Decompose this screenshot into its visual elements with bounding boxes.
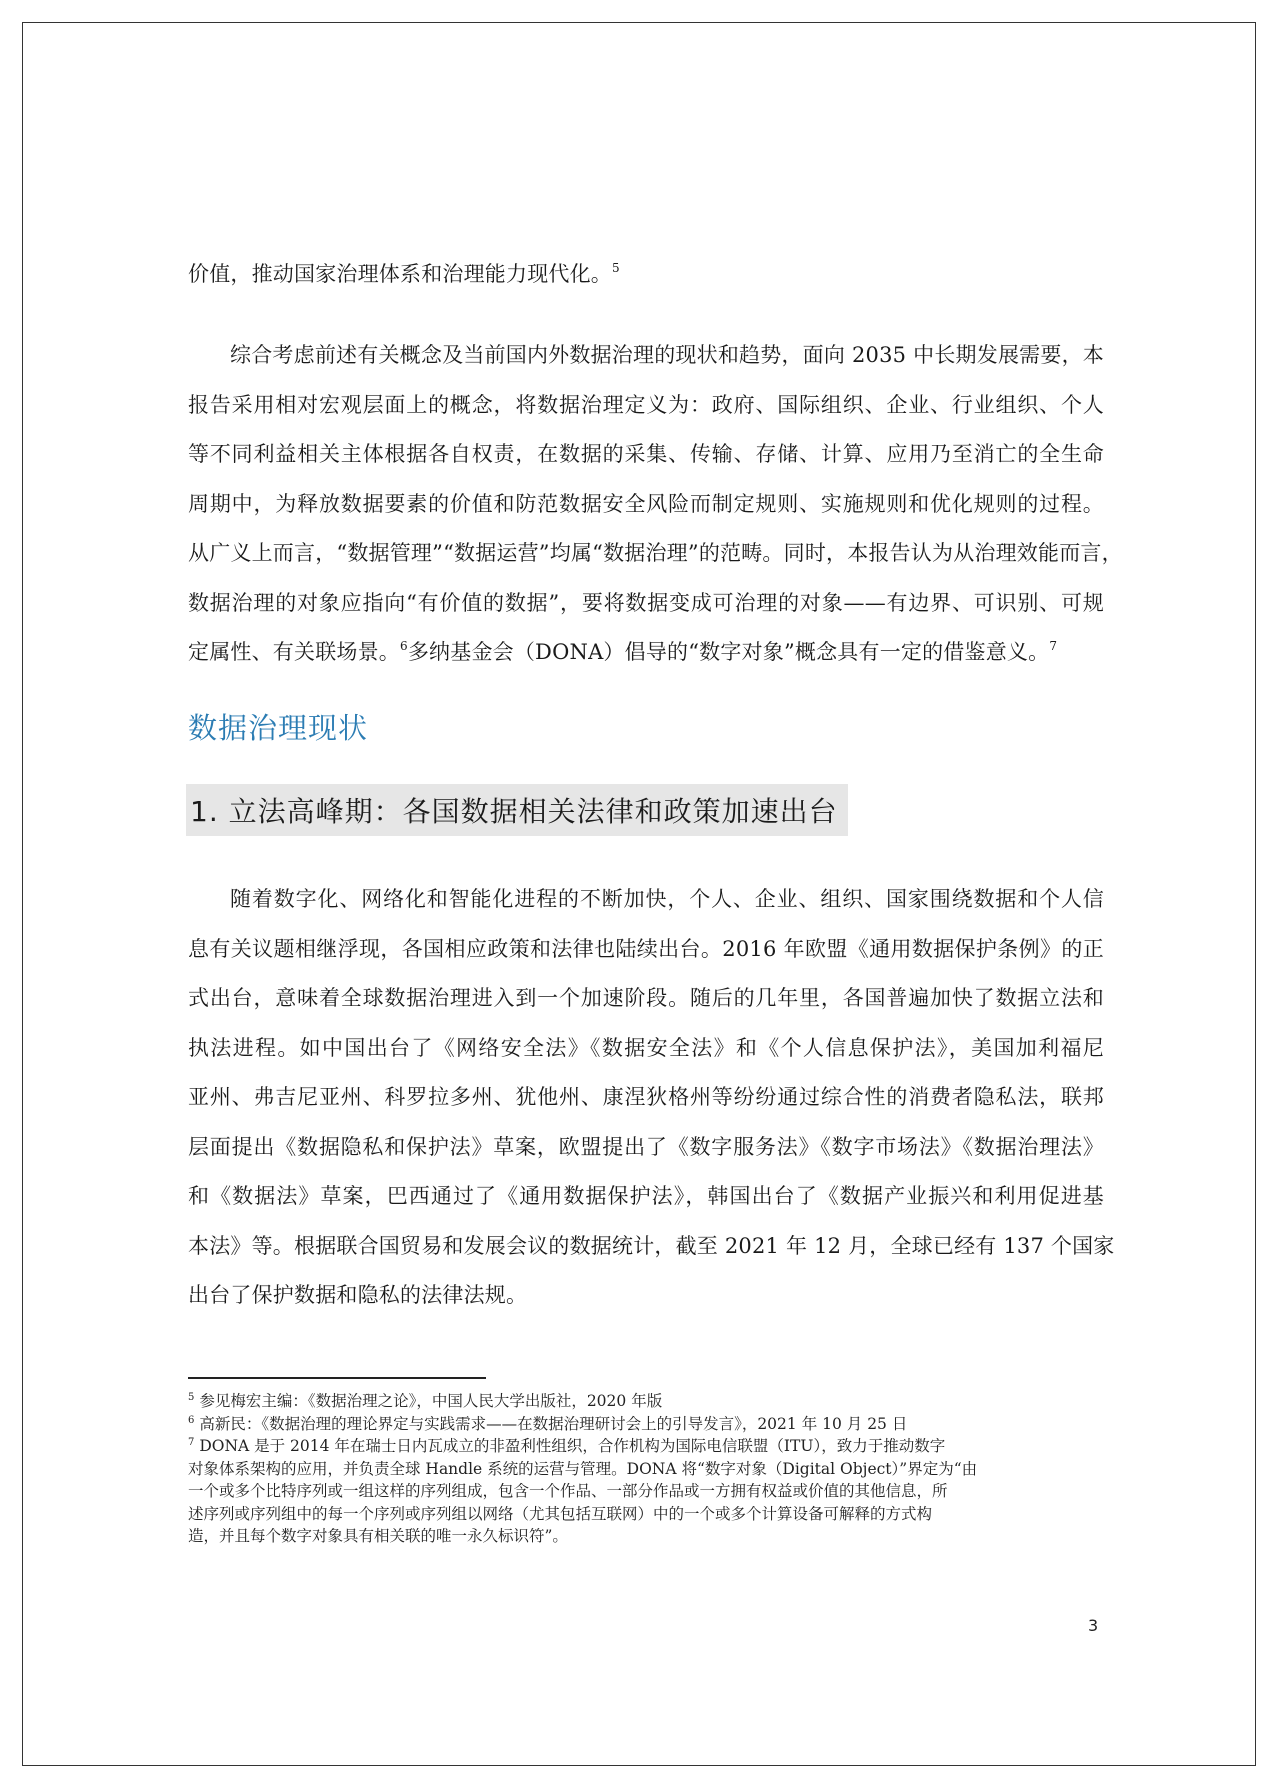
paragraph-line: 综合考虑前述有关概念及当前国内外数据治理的现状和趋势，面向 2035 中长期发展需要，本 <box>230 343 1104 367</box>
paragraph-line: 出台了保护数据和隐私的法律法规。 <box>188 1283 528 1307</box>
paragraph-line: 式出台，意味着全球数据治理进入到一个加速阶段。随后的几年里，各国普遍加快了数据立法和 <box>188 986 1104 1010</box>
paragraph-intro-tail <box>188 250 1104 300</box>
paragraph-line: 周期中，为释放数据要素的价值和防范数据安全风险而制定规则、实施规则和优化规则的过程。 <box>188 491 1104 516</box>
paragraph-legislation <box>188 875 1115 1321</box>
paragraph-line: 等不同利益相关主体根据各自权责，在数据的采集、传输、存储、计算、应用乃至消亡的全生命 <box>188 442 1104 466</box>
footnote-ref[interactable]: 6 <box>400 639 408 653</box>
paragraph-definition <box>188 331 1123 678</box>
paragraph-line: 数据治理的对象应指向“有价值的数据”，要将数据变成可治理的对象——有边界、可识别、可规 <box>188 590 1104 615</box>
footnote-7 <box>188 1435 1104 1548</box>
footnote-divider <box>188 1377 486 1379</box>
footnotes <box>188 1390 1104 1548</box>
footnote-number: 7 <box>188 1437 195 1448</box>
footnote-ref[interactable]: 7 <box>1049 639 1058 653</box>
paragraph-line: 执法进程。如中国出台了《网络安全法》《数据安全法》和《个人信息保护法》，美国加利福尼 <box>188 1035 1104 1060</box>
footnote-text: 述序列或序列组中的每一个序列或序列组以网络（尤其包括互联网）中的一个或多个计算设备可解释的方式构 <box>188 1504 933 1523</box>
paragraph-line: 定属性、有关联场景。$^6$多纳基金会（DONA）倡导的“数字对象”概念具有一定的借鉴意义。$^7$ <box>188 639 1058 664</box>
footnote-number: 5 <box>188 1392 195 1403</box>
paragraph-line: 从广义上而言，“数据管理”“数据运营”均属“数据治理”的范畴。同时，本报告认为从治理效能而言， <box>188 541 1123 565</box>
footnote-text: DONA 是于 2014 年在瑞士日内瓦成立的非盈利性组织，合作机构为国际电信联盟（ITU），致力于推动数字 <box>199 1437 946 1455</box>
footnote-text: 对象体系架构的应用，并负责全球 Handle 系统的运营与管理。DONA 将“数字对象（Digital Object）”界定为“由 <box>188 1459 978 1478</box>
paragraph-line: 息有关议题相继浮现，各国相应政策和法律也陆续出台。2016 年欧盟《通用数据保护条例》的正 <box>188 936 1104 961</box>
paragraph-line: 随着数字化、网络化和智能化进程的不断加快，个人、企业、组织、国家围绕数据和个人信 <box>230 887 1104 911</box>
footnote-text: 参见梅宏主编：《数据治理之论》，中国人民大学出版社，2020 年版 <box>199 1392 663 1410</box>
sub-heading: 1. 立法高峰期：各国数据相关法律和政策加速出台 <box>186 784 848 836</box>
footnote-5 <box>188 1390 1104 1413</box>
footnote-text: 高新民：《数据治理的理论界定与实践需求——在数据治理研讨会上的引导发言》，2021 年 10 月 25 日 <box>199 1414 908 1433</box>
paragraph-line: 本法》等。根据联合国贸易和发展会议的数据统计，截至 2021 年 12 月，全球已经有 137 个国家 <box>188 1233 1115 1258</box>
section-heading: 数据治理现状 <box>188 711 369 745</box>
footnote-text: 一个或多个比特序列或一组这样的序列组成，包含一个作品、一部分作品或一方拥有权益或价值的其他信息，所 <box>188 1482 948 1500</box>
page-number: 3 <box>1088 1616 1099 1635</box>
paragraph-text: 价值，推动国家治理体系和治理能力现代化。 <box>188 262 612 286</box>
footnote-6 <box>188 1413 1104 1436</box>
paragraph-line: 和《数据法》草案，巴西通过了《通用数据保护法》，韩国出台了《数据产业振兴和利用促进基 <box>188 1184 1104 1208</box>
paragraph-line: 亚州、弗吉尼亚州、科罗拉多州、犹他州、康涅狄格州等纷纷通过综合性的消费者隐私法，联邦 <box>188 1085 1104 1109</box>
paragraph-line: 报告采用相对宏观层面上的概念，将数据治理定义为：政府、国际组织、企业、行业组织、个人 <box>188 392 1104 417</box>
footnote-number: 6 <box>188 1414 195 1426</box>
paragraph-line: 层面提出《数据隐私和保护法》草案，欧盟提出了《数字服务法》《数字市场法》《数据治理法》 <box>188 1134 1104 1159</box>
footnote-text: 造，并且每个数字对象具有相关联的唯一永久标识符”。 <box>188 1527 568 1545</box>
footnote-ref[interactable]: 5 <box>612 261 620 275</box>
